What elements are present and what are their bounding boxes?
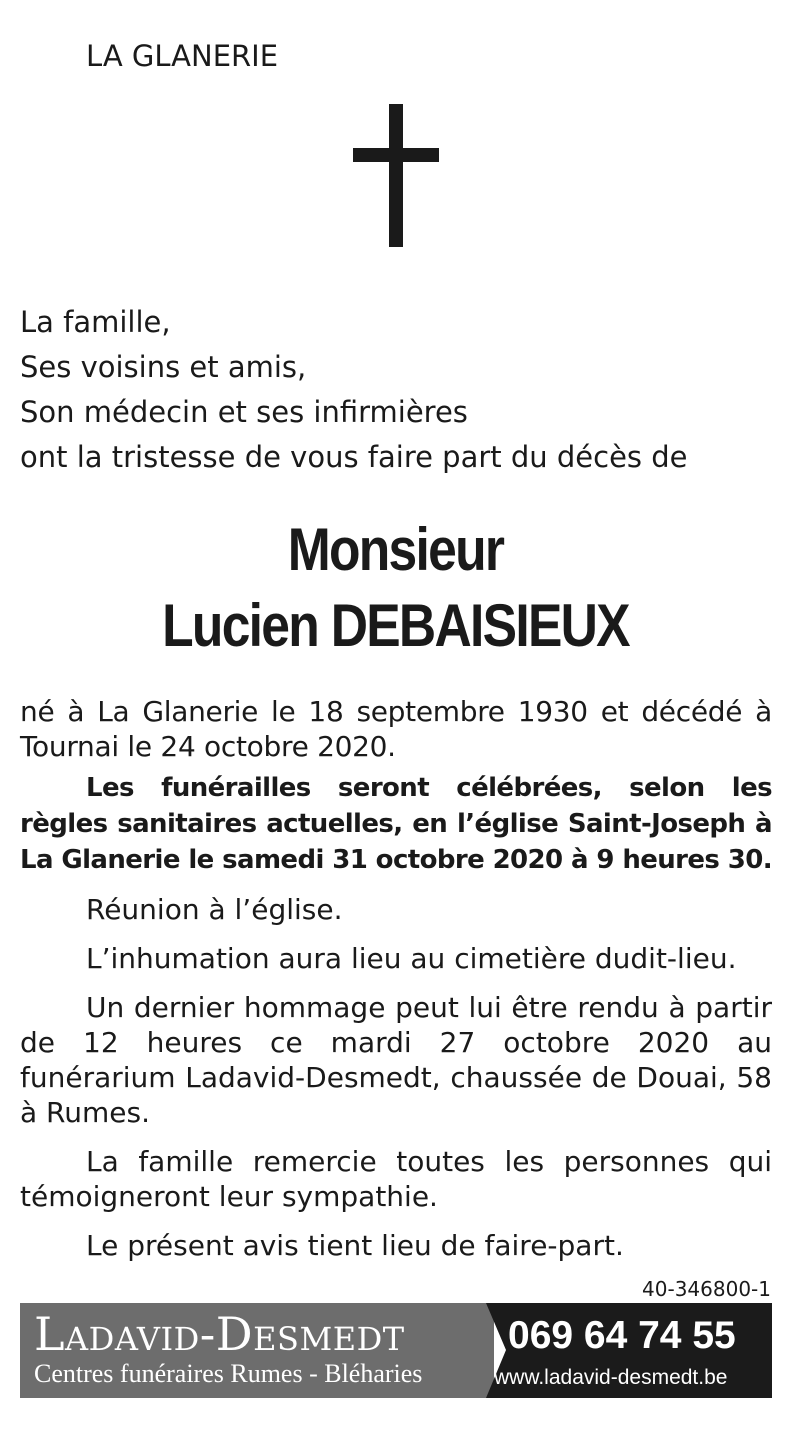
gathering-paragraph: Réunion à l’église. — [86, 893, 343, 926]
phone-number: 069 64 74 55 — [508, 1314, 736, 1357]
banner-left-panel — [20, 1303, 494, 1398]
deceased-name: Lucien DEBAISIEUX — [162, 592, 629, 659]
intro-line: ont la tristesse de vous faire part du décès de — [20, 440, 688, 474]
notice-paragraph: Le présent avis tient lieu de faire-part. — [86, 1229, 624, 1262]
cross-icon — [353, 104, 439, 247]
locality-heading: LA GLANERIE — [86, 39, 279, 73]
notice-body — [20, 694, 772, 1263]
intro-line: Ses voisins et amis, — [20, 350, 307, 384]
deceased-name-block — [55, 512, 735, 664]
funeral-home-banner — [20, 1303, 772, 1398]
burial-paragraph: L’inhumation aura lieu au cimetière dudit-lieu. — [86, 942, 737, 975]
intro-line: La famille, — [20, 305, 171, 339]
website-url: www.ladavid-desmedt.be — [494, 1366, 728, 1389]
birth-death-paragraph: né à La Glanerie le 18 septembre 1930 et décédé à Tournai le 24 octobre 2020. — [20, 695, 772, 763]
brand-tagline: Centres funéraires Rumes - Bléharies — [34, 1359, 423, 1388]
intro-line: Son médecin et ses infirmières — [20, 395, 468, 429]
brand-name: Ladavid-Desmedt — [34, 1307, 405, 1361]
tribute-paragraph: Un dernier hommage peut lui être rendu à partir de 12 heures ce mardi 27 octobre 2020 au funérarium Ladavid-Desmedt, chaussée de Douai, 58 à Rumes. — [20, 991, 772, 1129]
thanks-paragraph: La famille remercie toutes les personnes qui témoigneront leur sympathie. — [20, 1145, 772, 1213]
intro-block — [20, 300, 687, 480]
deceased-title: Monsieur — [287, 516, 504, 583]
reference-number: 40-346800-1 — [642, 1277, 771, 1301]
funeral-paragraph: Les funérailles seront célébrées, selon les règles sanitaires actuelles, en l’église Saint-Joseph à La Glanerie le samedi 31 octobre 2020 à 9 heures 30. — [20, 773, 773, 875]
